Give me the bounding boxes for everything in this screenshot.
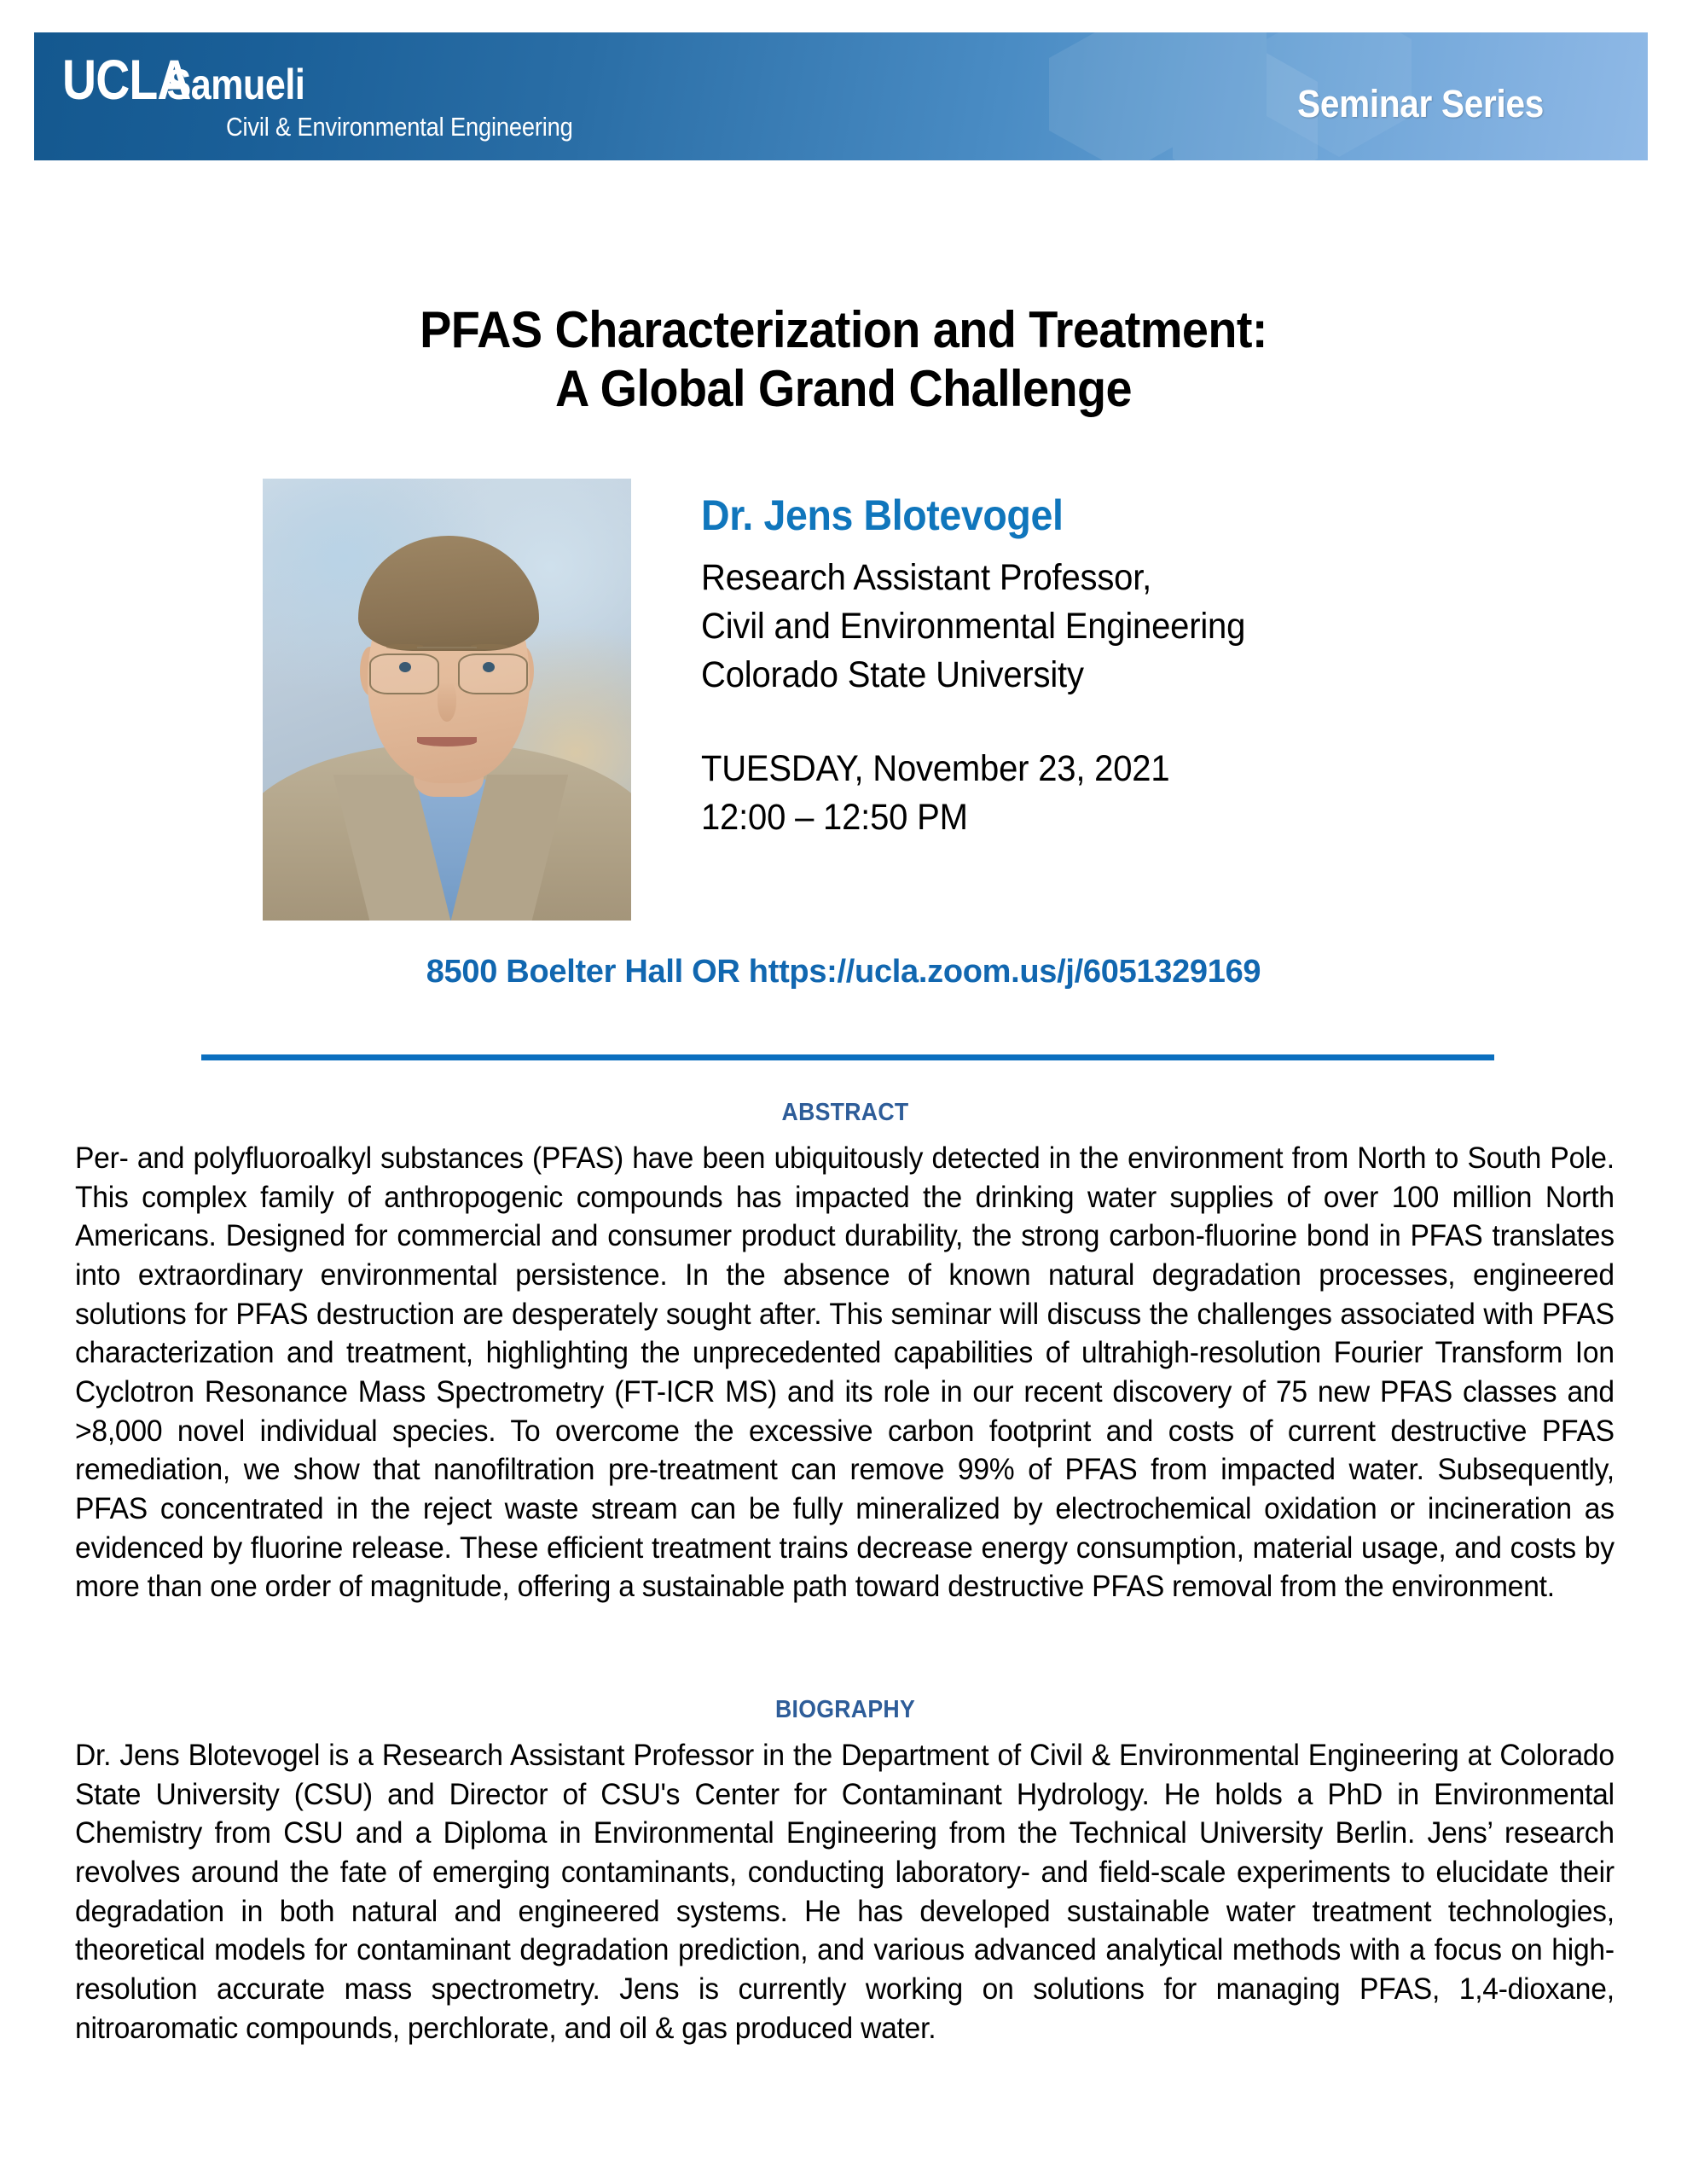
- header-banner: [34, 32, 1648, 160]
- abstract-body: Per- and polyfluoroalkyl substances (PFAS) have been ubiquitously detected in the environment from North to South Pole. This complex family of anthropogenic compounds has impacted the drinking water supplies of over 100 million North Americans. Designed for commercial and consumer product durability, the strong carbon-fluorine bond in PFAS translates into extraordinary environmental persistence. In the absence of known natural degradation processes, engineered solutions for PFAS destruction are desperately sought after. This seminar will discuss the challenges associated with PFAS characterization and treatment, highlighting the unprecedented capabilities of ultrahigh-resolution Fourier Transform Ion Cyclotron Resonance Mass Spectrometry (FT-ICR MS) and its role in our recent discovery of 75 new PFAS classes and >8,000 novel individual species. To overcome the excessive carbon footprint and costs of current destructive PFAS remediation, we show that nanofiltration pre-treatment can remove 99% of PFAS from impacted water. Subsequently, PFAS concentrated in the reject waste stream can be fully mineralized by electrochemical oxidation or incineration as evidenced by fluorine release. These efficient treatment trains decrease energy consumption, material usage, and costs by more than one order of magnitude, offering a sustainable path toward destructive PFAS removal from the environment.: [75, 1141, 1615, 1604]
- page-title-line-2: A Global Grand Challenge: [555, 360, 1132, 417]
- logo-samueli-wordmark: Samueli: [166, 61, 305, 108]
- biography-body: Dr. Jens Blotevogel is a Research Assistant Professor in the Department of Civil & Environmental Engineering at Colorado State University (CSU) and Director of CSU's Center for Contaminant Hydrology. He holds a PhD in Environmental Chemistry from CSU and a Diploma in Environmental Engineering from the Technical University Berlin. Jens’ research revolves around the fate of emerging contaminants, conducting laboratory- and field-scale experiments to elucidate their degradation in both natural and engineered systems. He has developed sustainable water treatment technologies, theoretical models for contaminant degradation prediction, and various advanced analytical methods with a focus on high-resolution accurate mass spectrometry. Jens is currently working on solutions for managing PFAS, 1,4-dioxane, nitroaromatic compounds, perchlorate, and oil & gas produced water.: [75, 1739, 1615, 2045]
- speaker-photo: [263, 479, 631, 921]
- photo-lens-left: [369, 653, 439, 694]
- event-location-and-link[interactable]: 8500 Boelter Hall OR https://ucla.zoom.us/j/6051329169: [426, 954, 1261, 990]
- speaker-name: Dr. Jens Blotevogel: [701, 491, 1064, 539]
- logo-department-name: Civil & Environmental Engineering: [226, 112, 573, 142]
- photo-nose-shape: [438, 682, 456, 722]
- event-date: TUESDAY, November 23, 2021: [701, 748, 1170, 790]
- seminar-series-label: Seminar Series: [1297, 82, 1544, 125]
- abstract-section: [75, 1099, 1615, 1606]
- speaker-role: Research Assistant Professor,: [701, 557, 1152, 598]
- speaker-affiliation: [701, 554, 1605, 699]
- biography-section: [75, 1696, 1615, 2048]
- abstract-heading: ABSTRACT: [781, 1099, 909, 1126]
- section-divider: [201, 1054, 1494, 1060]
- event-time: 12:00 – 12:50 PM: [701, 797, 968, 838]
- logo-ucla-wordmark: UCLA: [62, 48, 191, 111]
- speaker-details: [701, 491, 1605, 842]
- biography-heading: BIOGRAPHY: [774, 1696, 916, 1723]
- photo-eyebrow-right: [471, 644, 507, 649]
- page-title-line-1: PFAS Characterization and Treatment:: [420, 301, 1267, 358]
- event-datetime: [701, 745, 1605, 842]
- photo-glasses-bridge: [417, 647, 476, 648]
- speaker-institution: Colorado State University: [701, 653, 1084, 695]
- speaker-department: Civil and Environmental Engineering: [701, 605, 1246, 647]
- photo-eye-right: [483, 662, 495, 672]
- photo-lens-right: [458, 653, 528, 694]
- ucla-samueli-logo: [62, 48, 620, 142]
- page-title: [59, 300, 1628, 418]
- photo-eye-left: [399, 662, 411, 672]
